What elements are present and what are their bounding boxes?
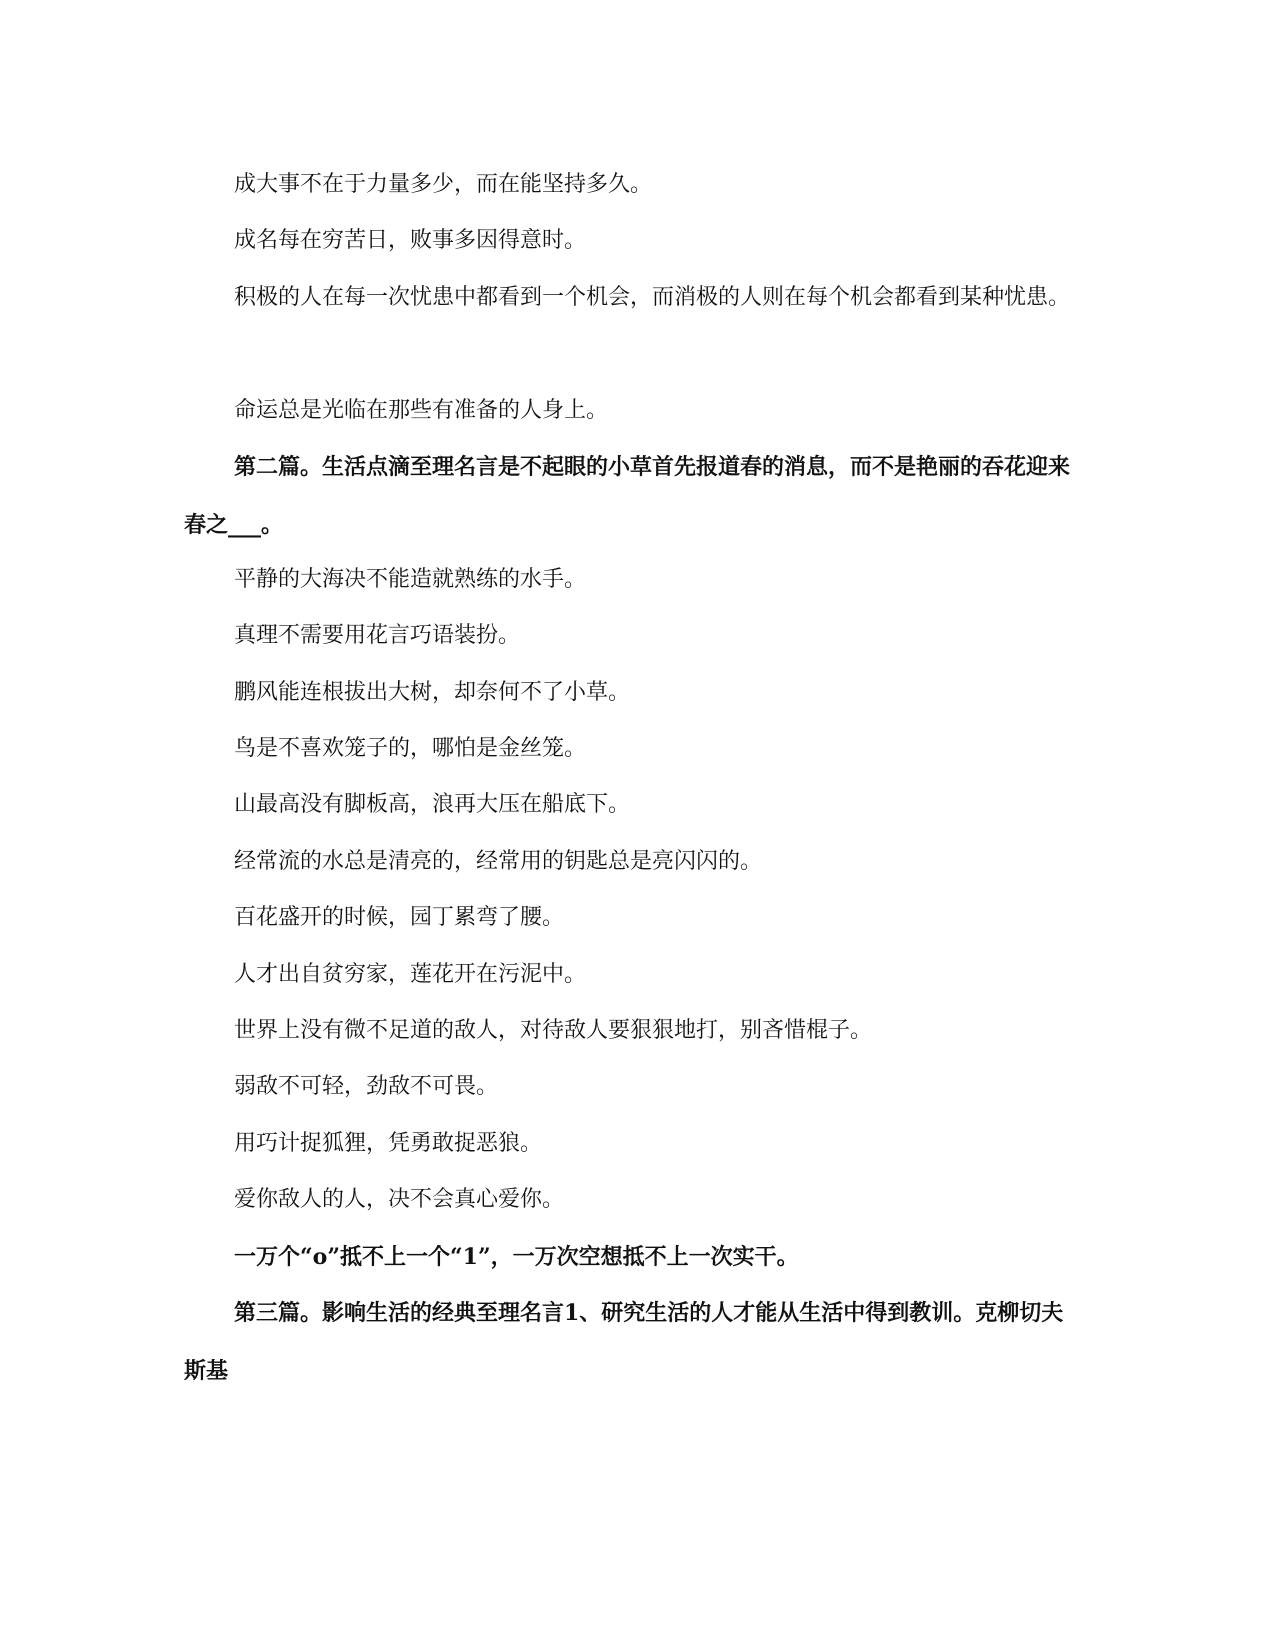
paragraph: 鹏风能连根拔出大树，却奈何不了小草。 bbox=[234, 680, 631, 705]
paragraph: 命运总是光临在那些有准备的人身上。 bbox=[234, 398, 609, 423]
paragraph: 真理不需要用花言巧语装扮。 bbox=[234, 623, 521, 648]
paragraph: 山最高没有脚板高，浪再大压在船底下。 bbox=[234, 792, 631, 817]
paragraph: 积极的人在每一次忧患中都看到一个机会，而消极的人则在每个机会都看到某种忧患。 bbox=[234, 285, 1071, 310]
paragraph: 成大事不在于力量多少，而在能坚持多久。 bbox=[234, 172, 653, 197]
paragraph: 爱你敌人的人，决不会真心爱你。 bbox=[234, 1187, 565, 1212]
paragraph: 人才出自贫穷家，莲花开在污泥中。 bbox=[234, 962, 587, 987]
paragraph: 弱敌不可轻，劲敌不可畏。 bbox=[234, 1074, 499, 1099]
bold-paragraph: 一万个“o”抵不上一个“1”，一万次空想抵不上一次实干。 bbox=[234, 1244, 799, 1270]
paragraph: 鸟是不喜欢笼子的，哪怕是金丝笼。 bbox=[234, 736, 587, 761]
paragraph: 成名每在穷苦日，败事多因得意时。 bbox=[234, 228, 587, 253]
paragraph: 用巧计捉狐狸，凭勇敢捉恶狼。 bbox=[234, 1131, 543, 1156]
paragraph: 世界上没有微不足道的敌人，对待敌人要狠狠地打，别吝惜棍子。 bbox=[234, 1018, 873, 1043]
paragraph: 经常流的水总是清亮的，经常用的钥匙总是亮闪闪的。 bbox=[234, 849, 763, 874]
section-heading: 第三篇。影响生活的经典至理名言1、研究生活的人才能从生活中得到教训。克柳切夫斯基 bbox=[184, 1300, 1064, 1384]
section-heading: 第二篇。生活点滴至理名言是不起眼的小草首先报道春的消息，而不是艳丽的吞花迎来春之___。 bbox=[184, 454, 1071, 538]
paragraph: 百花盛开的时候，园丁累弯了腰。 bbox=[234, 905, 565, 930]
paragraph: 平静的大海决不能造就熟练的水手。 bbox=[234, 567, 587, 592]
